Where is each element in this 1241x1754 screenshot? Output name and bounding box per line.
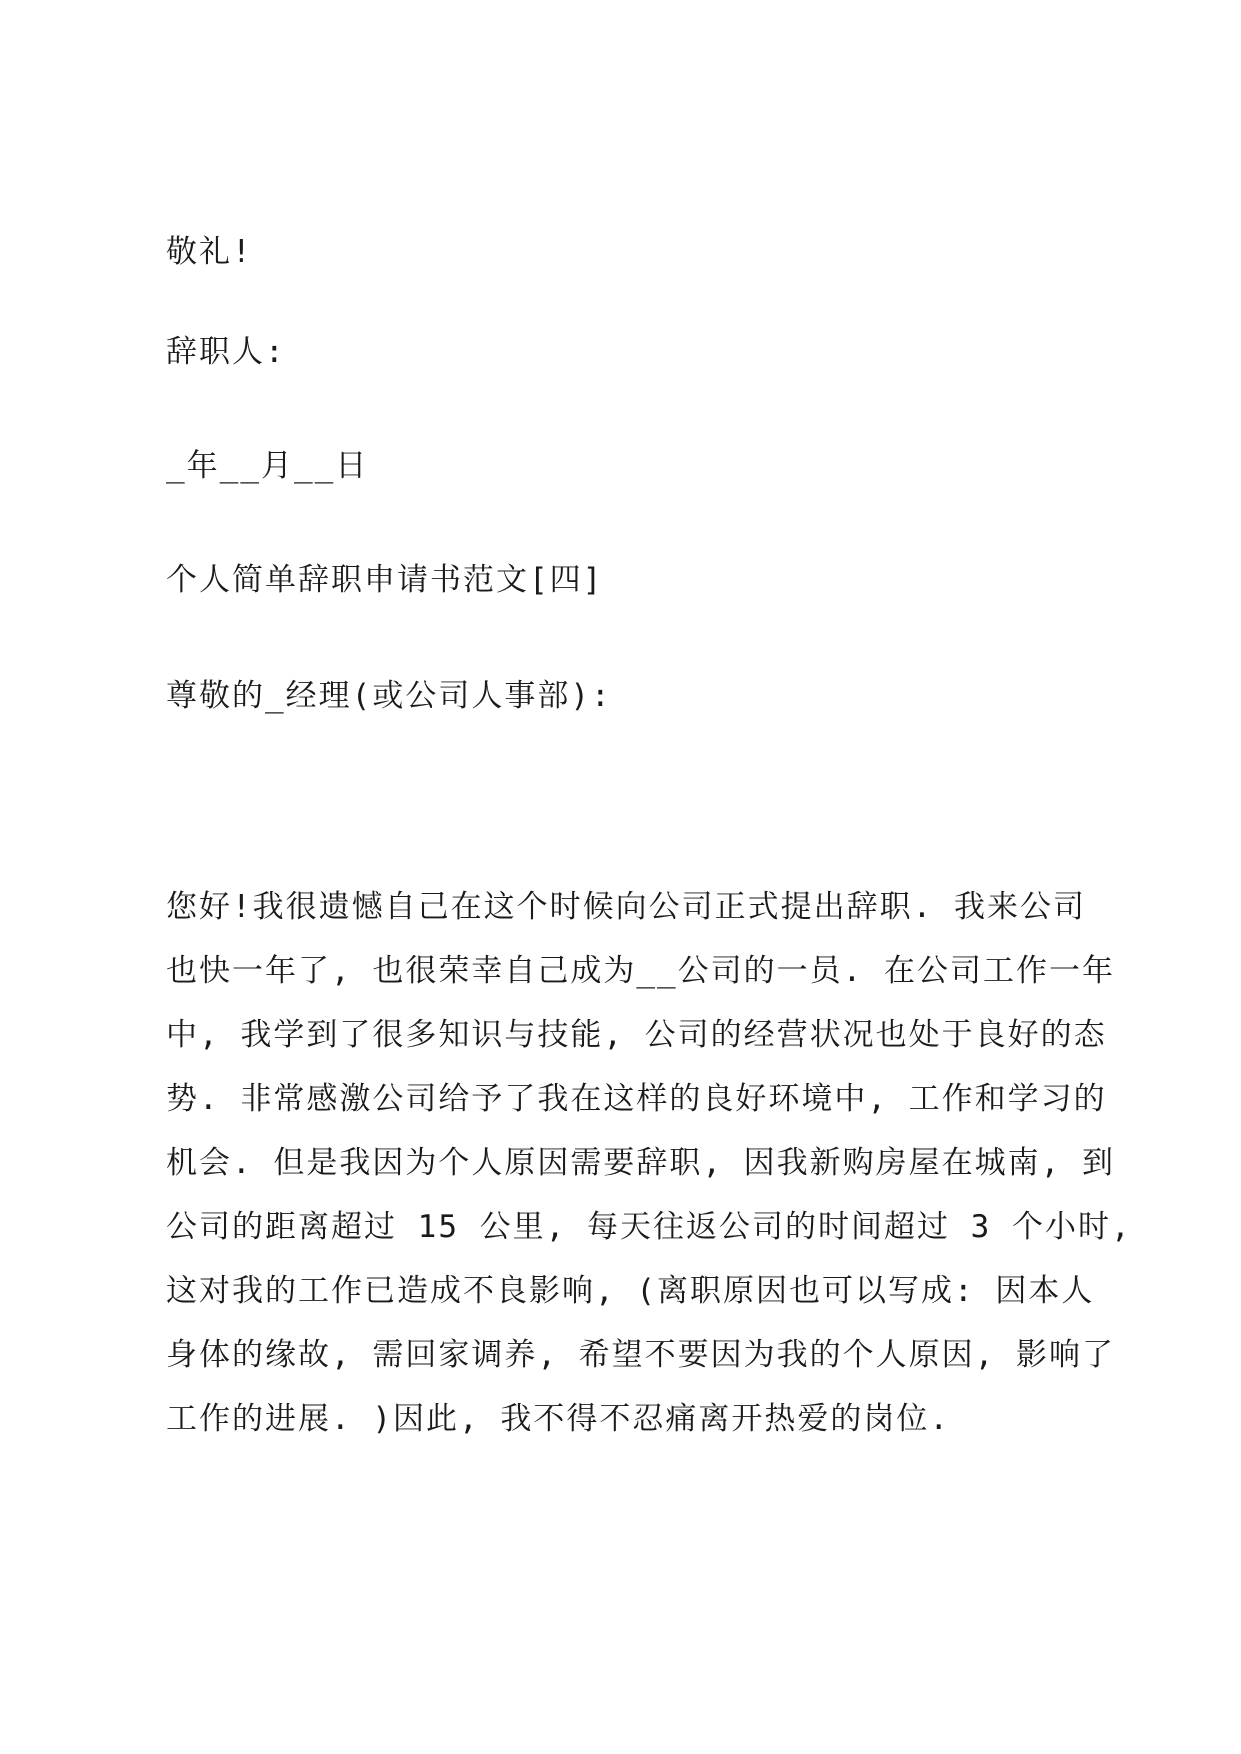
date-line: _年__月__日 [166, 448, 369, 484]
body-line: 公司的距离超过 15 公里, 每天往返公司的时间超过 3 个小时, [166, 1209, 1132, 1245]
body-line: 身体的缘故, 需回家调养, 希望不要因为我的个人原因, 影响了 [166, 1337, 1115, 1373]
section-title: 个人简单辞职申请书范文[四] [166, 562, 604, 598]
body-line: 这对我的工作已造成不良影响, (离职原因也可以写成: 因本人 [166, 1273, 1095, 1309]
body-paragraph [166, 875, 1132, 1451]
body-line: 工作的进展. )因此, 我不得不忍痛离开热爱的岗位. [166, 1401, 950, 1437]
body-line: 也快一年了, 也很荣幸自己成为__公司的一员. 在公司工作一年 [166, 953, 1115, 989]
body-line: 中, 我学到了很多知识与技能, 公司的经营状况也处于良好的态 [166, 1017, 1107, 1053]
salutation: 尊敬的_经理(或公司人事部): [166, 678, 612, 714]
signer-label: 辞职人: [166, 334, 286, 370]
body-line: 您好!我很遗憾自己在这个时候向公司正式提出辞职. 我来公司 [166, 889, 1086, 925]
body-line: 势. 非常感激公司给予了我在这样的良好环境中, 工作和学习的 [166, 1081, 1107, 1117]
body-line: 机会. 但是我因为个人原因需要辞职, 因我新购房屋在城南, 到 [166, 1145, 1115, 1181]
closing-text: 敬礼! [166, 234, 253, 270]
